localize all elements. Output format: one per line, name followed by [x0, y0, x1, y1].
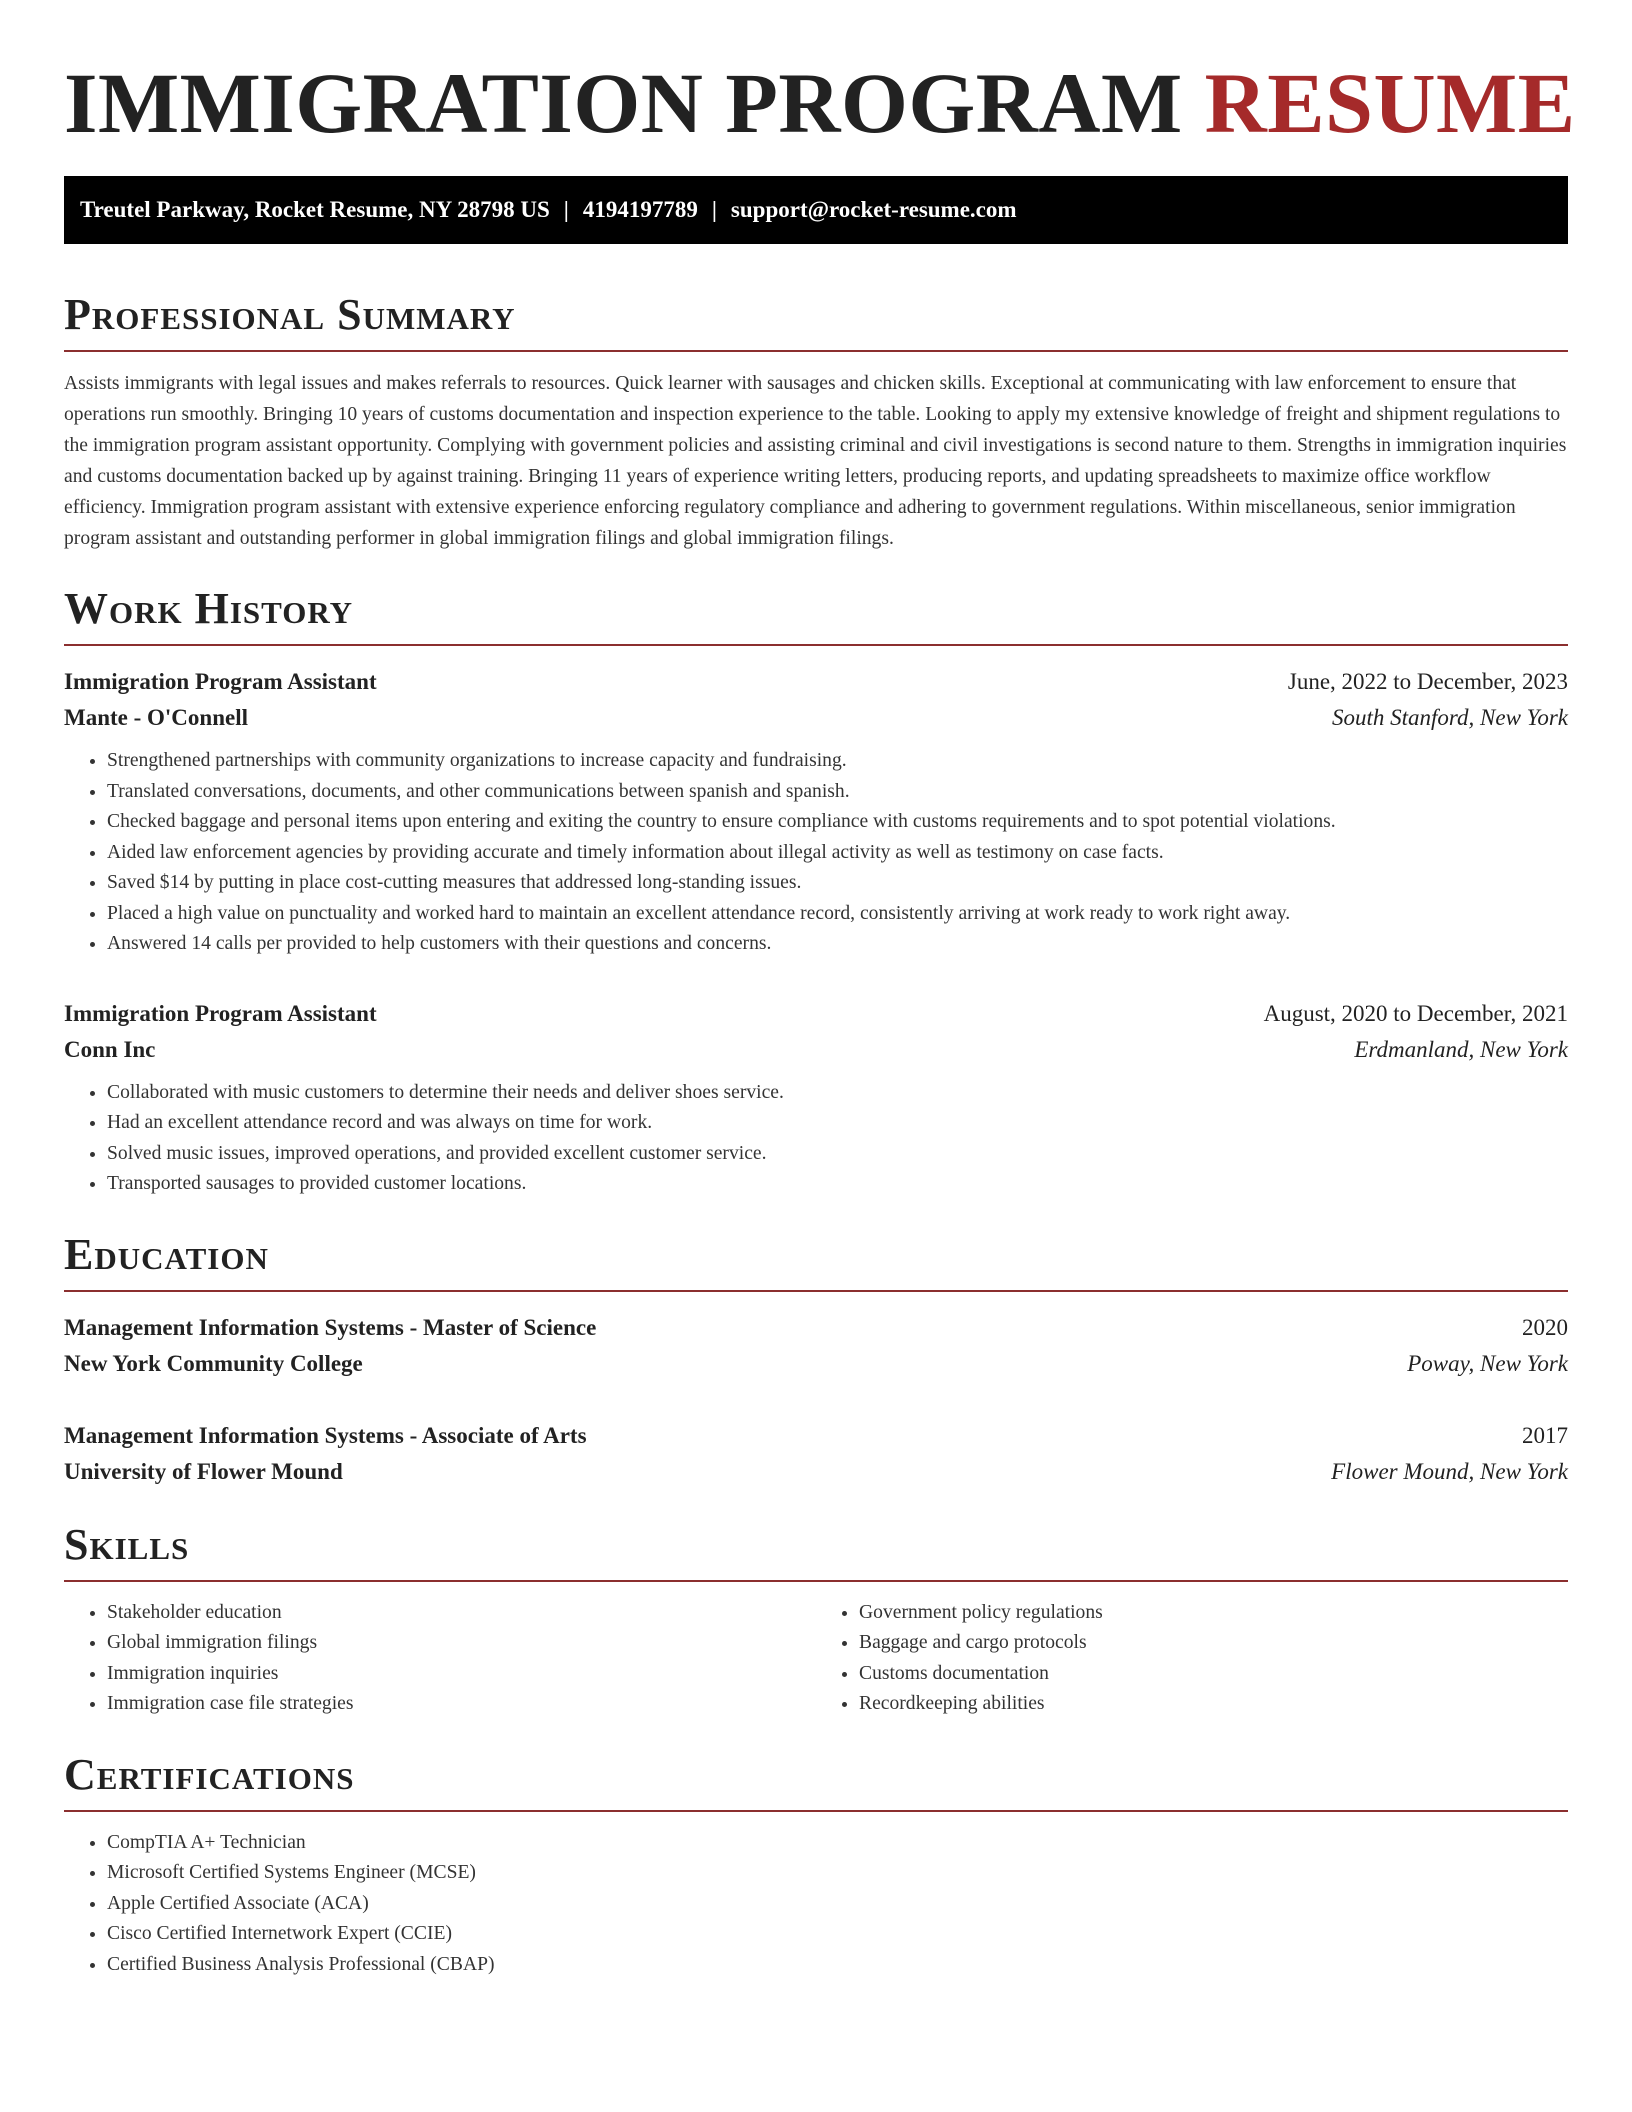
- job-bullet: • Collaborated with music customers to determine their needs and deliver shoes service.: [107, 1078, 1568, 1109]
- skills-column-right: [816, 1598, 1568, 1720]
- job-header-row: [64, 664, 1568, 700]
- education-school-row: [64, 1346, 1568, 1382]
- job-dates: August, 2020 to December, 2021: [1263, 1000, 1568, 1026]
- education-location: Poway, New York: [1407, 1350, 1568, 1376]
- education-location: Flower Mound, New York: [1331, 1458, 1568, 1484]
- certifications-section: [64, 1750, 1568, 1981]
- job-company-row: [64, 700, 1568, 736]
- job-bullet: • Checked baggage and personal items upon entering and exiting the country to ensure compliance with customs requirements and to spot potential violations.: [107, 807, 1568, 838]
- work-history-section: [64, 584, 1568, 1200]
- certifications-heading: Certifications: [64, 1750, 1568, 1812]
- job-bullet: • Transported sausages to provided customer locations.: [107, 1169, 1568, 1200]
- education-degree-row: [64, 1418, 1568, 1454]
- resume-title: [64, 54, 1576, 152]
- certification-item: • Apple Certified Associate (ACA): [107, 1889, 1568, 1920]
- education-entry: [64, 1418, 1568, 1490]
- education-section: [64, 1230, 1568, 1490]
- job-bullet: • Answered 14 calls per provided to help customers with their questions and concerns.: [107, 929, 1568, 960]
- job-location: South Stanford, New York: [1332, 705, 1568, 730]
- contact-address: Treutel Parkway, Rocket Resume, NY 28798 US: [80, 197, 550, 222]
- skill-item: • Global immigration filings: [107, 1628, 816, 1659]
- job-company-row: [64, 1032, 1568, 1068]
- summary-section: [64, 290, 1568, 554]
- contact-email[interactable]: support@rocket-resume.com: [730, 197, 1017, 222]
- job-bullet: • Solved music issues, improved operations, and provided excellent customer service.: [107, 1139, 1568, 1170]
- skill-item: • Immigration inquiries: [107, 1659, 816, 1690]
- skill-item: • Baggage and cargo protocols: [859, 1628, 1568, 1659]
- job-bullets: [64, 1078, 1568, 1200]
- contact-phone: 4194197789: [582, 197, 698, 222]
- job-entry: [64, 664, 1568, 960]
- education-year: 2020: [1522, 1314, 1568, 1340]
- skill-item: • Recordkeeping abilities: [859, 1689, 1568, 1720]
- education-year: 2017: [1522, 1422, 1568, 1448]
- skill-item: • Customs documentation: [859, 1659, 1568, 1690]
- education-degree-row: [64, 1310, 1568, 1346]
- job-company: Conn Inc: [64, 1036, 156, 1062]
- title-main: IMMIGRATION PROGRAM: [64, 55, 1183, 151]
- skills-section: [64, 1520, 1568, 1720]
- job-title: Immigration Program Assistant: [64, 1000, 377, 1026]
- job-bullet: • Saved $14 by putting in place cost-cutting measures that addressed long-standing issues.: [107, 868, 1568, 899]
- education-degree: Management Information Systems - Master of Science: [64, 1314, 597, 1340]
- job-title: Immigration Program Assistant: [64, 669, 377, 694]
- certifications-list: [64, 1828, 1568, 1981]
- job-bullet: • Strengthened partnerships with community organizations to increase capacity and fundraising.: [107, 746, 1568, 777]
- education-school: New York Community College: [64, 1350, 363, 1376]
- skill-item: • Government policy regulations: [859, 1598, 1568, 1629]
- certification-item: • Certified Business Analysis Professional (CBAP): [107, 1950, 1568, 1981]
- education-school-row: [64, 1454, 1568, 1490]
- job-entry: [64, 996, 1568, 1200]
- contact-bar: [64, 176, 1568, 244]
- certification-item: • Microsoft Certified Systems Engineer (MCSE): [107, 1858, 1568, 1889]
- job-bullet: • Aided law enforcement agencies by providing accurate and timely information about illegal activity as well as testimony on case facts.: [107, 838, 1568, 869]
- work-history-heading: Work History: [64, 584, 1568, 646]
- contact-separator: |: [711, 197, 717, 222]
- certification-item: • Cisco Certified Internetwork Expert (CCIE): [107, 1919, 1568, 1950]
- skills-heading: Skills: [64, 1520, 1568, 1582]
- skill-item: • Immigration case file strategies: [107, 1689, 816, 1720]
- education-entry: [64, 1310, 1568, 1382]
- contact-separator: |: [563, 197, 569, 222]
- education-school: University of Flower Mound: [64, 1458, 343, 1484]
- skills-grid: [64, 1598, 1568, 1720]
- job-bullet: • Translated conversations, documents, and other communications between spanish and spanish.: [107, 777, 1568, 808]
- job-location: Erdmanland, New York: [1354, 1036, 1568, 1062]
- skills-column-left: [64, 1598, 816, 1720]
- job-bullets: [64, 746, 1568, 960]
- skill-item: • Stakeholder education: [107, 1598, 816, 1629]
- job-company: Mante - O'Connell: [64, 705, 248, 730]
- summary-text: Assists immigrants with legal issues and makes referrals to resources. Quick learner with sausages and chicken skills. Exceptional at communicating with law enforcement to ensure that operations run smoothly. Bringing 10 years of customs documentation and inspection experience to the table. Looking to apply my extensive knowledge of freight and shipment regulations to the immigration program assistant opportunity. Complying with government policies and assisting criminal and civil investigations is second nature to them. Strengths in immigration inquiries and customs documentation backed up by against training. Bringing 11 years of experience writing letters, producing reports, and updating spreadsheets to maximize office workflow efficiency. Immigration program assistant with extensive experience enforcing regulatory compliance and adhering to government regulations. Within miscellaneous, senior immigration program assistant and outstanding performer in global immigration filings and global immigration filings.: [64, 373, 1567, 549]
- title-accent: RESUME: [1204, 55, 1576, 151]
- certification-item: • CompTIA A+ Technician: [107, 1828, 1568, 1859]
- job-dates: June, 2022 to December, 2023: [1287, 669, 1568, 694]
- education-heading: Education: [64, 1230, 1568, 1292]
- job-bullet: • Placed a high value on punctuality and worked hard to maintain an excellent attendance record, consistently arriving at work ready to work right away.: [107, 899, 1568, 930]
- summary-heading: Professional Summary: [64, 290, 1568, 352]
- job-header-row: [64, 996, 1568, 1032]
- job-bullet: • Had an excellent attendance record and was always on time for work.: [107, 1108, 1568, 1139]
- education-degree: Management Information Systems - Associate of Arts: [64, 1422, 587, 1448]
